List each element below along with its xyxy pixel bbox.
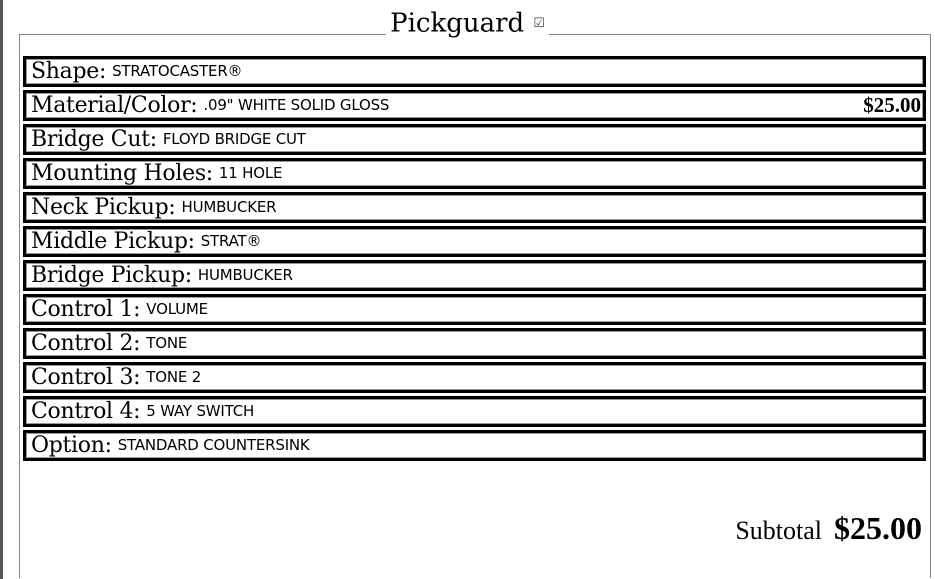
option-label: Mounting Holes:: [31, 160, 213, 186]
option-value: HUMBUCKER: [181, 198, 277, 216]
option-label: Shape:: [31, 58, 107, 84]
section-legend: [0, 6, 935, 40]
option-value: HUMBUCKER: [197, 266, 293, 284]
option-label: Material/Color:: [31, 92, 198, 118]
option-value: TONE: [146, 334, 188, 352]
subtotal: [735, 510, 922, 547]
option-row-neck-pickup: [23, 192, 926, 223]
option-row-material-color: [23, 90, 926, 121]
option-row-control-1: [23, 294, 926, 325]
option-price: $25.00: [863, 93, 921, 117]
page-left-border: [0, 0, 3, 579]
section-title: Pickguard: [390, 8, 525, 39]
option-label: Control 1:: [31, 296, 141, 322]
checkbox-icon[interactable]: ☑: [533, 15, 545, 31]
legend-wrapper: [386, 6, 549, 41]
option-label: Neck Pickup:: [31, 194, 176, 220]
option-value: FLOYD BRIDGE CUT: [162, 130, 306, 148]
option-value: .09" WHITE SOLID GLOSS: [203, 96, 390, 114]
option-label: Bridge Pickup:: [31, 262, 192, 288]
option-value: STRATOCASTER®: [112, 62, 243, 80]
options-list: [23, 56, 926, 464]
option-value: 11 HOLE: [218, 164, 283, 182]
subtotal-amount: $25.00: [834, 510, 922, 546]
option-label: Control 3:: [31, 364, 141, 390]
option-label: Middle Pickup:: [31, 228, 195, 254]
option-value: TONE 2: [146, 368, 202, 386]
option-label: Bridge Cut:: [31, 126, 157, 152]
subtotal-label: Subtotal: [735, 516, 822, 545]
option-row-middle-pickup: [23, 226, 926, 257]
option-value: VOLUME: [146, 300, 208, 318]
option-label: Control 2:: [31, 330, 141, 356]
option-value: 5 WAY SWITCH: [146, 402, 255, 420]
option-row-bridge-pickup: [23, 260, 926, 291]
option-row-shape: [23, 56, 926, 87]
option-row-control-2: [23, 328, 926, 359]
option-row-option: [23, 430, 926, 461]
option-value: STRAT®: [200, 232, 262, 250]
option-row-control-4: [23, 396, 926, 427]
option-value: STANDARD COUNTERSINK: [117, 436, 310, 454]
option-row-control-3: [23, 362, 926, 393]
option-row-mounting-holes: [23, 158, 926, 189]
option-label: Option:: [31, 432, 112, 458]
option-row-bridge-cut: [23, 124, 926, 155]
option-label: Control 4:: [31, 398, 141, 424]
